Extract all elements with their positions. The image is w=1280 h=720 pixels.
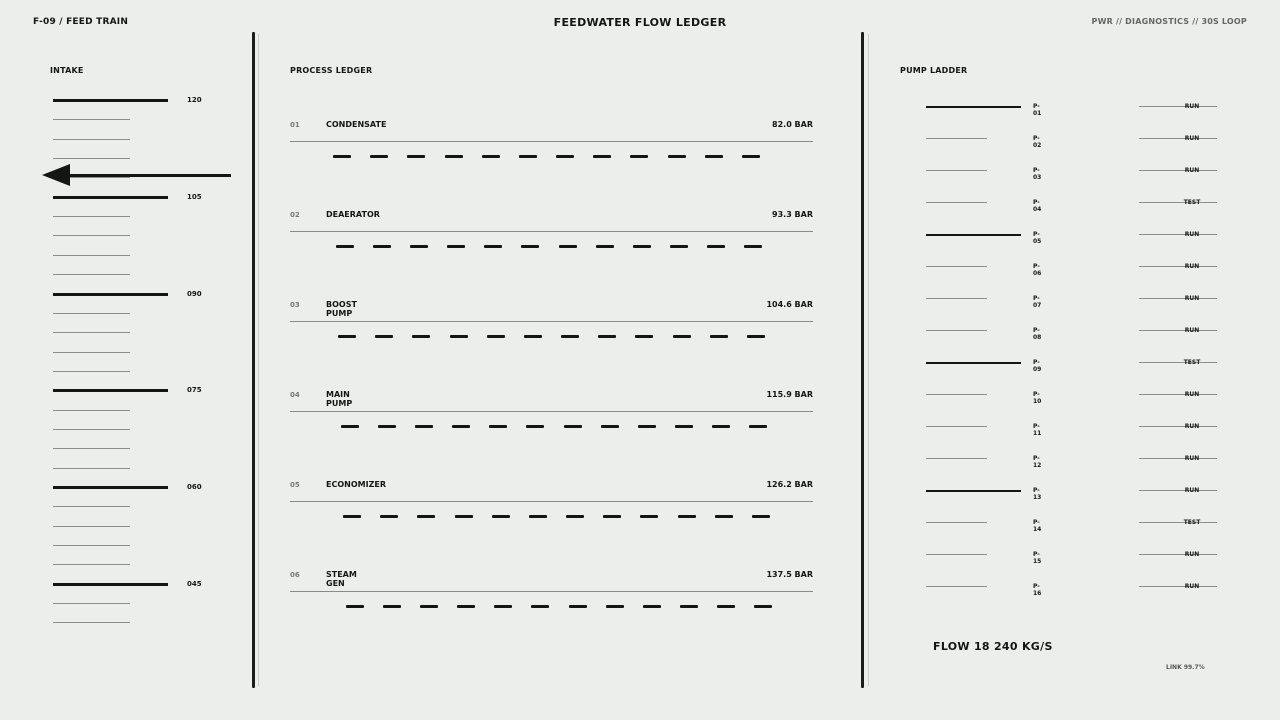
pump-id: P-13 [1033, 487, 1042, 501]
flow-dash [556, 155, 574, 158]
flow-dash [715, 515, 733, 518]
intake-major-tick [53, 389, 168, 392]
flow-dash [417, 515, 435, 518]
flow-dash [484, 245, 502, 248]
flow-dash [561, 335, 579, 338]
intake-minor-tick [53, 216, 130, 217]
intake-tick-label: 120 [187, 96, 202, 104]
link-status: LINK 99.7% [1166, 664, 1205, 671]
ledger-row-name: STEAM GEN [326, 570, 357, 588]
ledger-row-value: 115.9 BAR [766, 390, 813, 399]
intake-tick-label: 075 [187, 386, 202, 395]
flow-dash [747, 335, 765, 338]
flow-dash [383, 605, 401, 608]
flow-dash [336, 245, 354, 248]
intake-minor-tick [53, 158, 130, 159]
ledger-flow-dashes [333, 155, 760, 158]
flow-dash [375, 335, 393, 338]
flow-dash [606, 605, 624, 608]
flow-dash [710, 335, 728, 338]
flow-dash [598, 335, 616, 338]
pump-id: P-05 [1033, 231, 1042, 245]
intake-pointer[interactable] [42, 164, 232, 188]
pump-minor-tick [926, 266, 987, 267]
intake-tick-label: 105 [187, 192, 202, 201]
flow-dash [410, 245, 428, 248]
pump-id: P-06 [1033, 263, 1042, 277]
pump-minor-tick [926, 202, 987, 203]
pump-status: RUN [1184, 487, 1200, 494]
intake-minor-tick [53, 255, 130, 256]
flow-dash [457, 605, 475, 608]
flow-dash [670, 245, 688, 248]
intake-title: INTAKE [50, 66, 84, 75]
flow-dash [519, 155, 537, 158]
flow-dash [333, 155, 351, 158]
flow-dash [705, 155, 723, 158]
flow-dash [338, 335, 356, 338]
page-title: FEEDWATER FLOW LEDGER [553, 16, 727, 29]
intake-major-tick [53, 583, 168, 586]
flow-dash [341, 425, 359, 428]
ledger-row-value: 93.3 BAR [772, 210, 813, 219]
flow-dash [754, 605, 772, 608]
ledger-row-name: DEAERATOR [326, 210, 380, 219]
intake-minor-tick [53, 448, 130, 449]
flow-dash [630, 155, 648, 158]
pump-minor-tick [926, 394, 987, 395]
flow-dash [596, 245, 614, 248]
pump-status: RUN [1184, 295, 1200, 302]
ledger-title: PROCESS LEDGER [290, 66, 373, 75]
ledger-row-index: 02 [290, 211, 300, 219]
unit-label: F-09 / FEED TRAIN [33, 17, 129, 27]
pump-id: P-07 [1033, 295, 1042, 309]
ledger-row-value: 104.6 BAR [766, 300, 813, 309]
flow-dash [675, 425, 693, 428]
ledger-row-rule [290, 321, 813, 322]
intake-minor-tick [53, 545, 130, 546]
ledger-row-rule [290, 591, 813, 592]
intake-tick-label: 060 [187, 483, 202, 491]
ledger-row-index: 01 [290, 121, 300, 129]
flow-dash [529, 515, 547, 518]
flow-dash [749, 425, 767, 428]
ledger-row-rule [290, 231, 813, 232]
pump-status: RUN [1184, 391, 1200, 398]
intake-tick-label: 090 [187, 289, 202, 298]
flow-dash [531, 605, 549, 608]
ledger-flow-dashes [346, 605, 773, 608]
flow-dash [343, 515, 361, 518]
pump-status: RUN [1184, 135, 1200, 142]
flow-dash [487, 335, 505, 338]
intake-minor-tick [53, 429, 130, 430]
flow-dash [412, 335, 430, 338]
ledger-row-name: BOOST PUMP [326, 300, 357, 318]
flow-dash [452, 425, 470, 428]
ledger-row-name: MAIN PUMP [326, 390, 353, 408]
pump-status: RUN [1184, 231, 1200, 238]
pump-status: RUN [1184, 263, 1200, 270]
flow-dash [489, 425, 507, 428]
flow-dash [380, 515, 398, 518]
pump-minor-tick [926, 170, 987, 171]
flow-dash [707, 245, 725, 248]
ledger-row-name: ECONOMIZER [326, 480, 386, 489]
flow-dash [678, 515, 696, 518]
pump-status: RUN [1184, 167, 1200, 174]
flow-dash [415, 425, 433, 428]
flow-dash [482, 155, 500, 158]
flow-dash [455, 515, 473, 518]
flow-dash [524, 335, 542, 338]
flow-dash [569, 605, 587, 608]
intake-minor-tick [53, 235, 130, 236]
flow-dash [601, 425, 619, 428]
flow-dash [752, 515, 770, 518]
ledger-flow-dashes [341, 425, 768, 428]
flow-dash [640, 515, 658, 518]
pump-minor-tick [926, 458, 987, 459]
left-divider-shadow [258, 34, 259, 686]
intake-minor-tick [53, 506, 130, 507]
left-divider [252, 32, 255, 688]
intake-minor-tick [53, 526, 130, 527]
flow-dash [712, 425, 730, 428]
flow-dash [492, 515, 510, 518]
intake-minor-tick [53, 410, 130, 411]
pump-minor-tick [926, 586, 987, 587]
intake-minor-tick [53, 119, 130, 120]
ledger-row-value: 137.5 BAR [766, 570, 813, 579]
pump-id: P-08 [1033, 327, 1042, 341]
ledger-row-index: 04 [290, 391, 300, 399]
intake-minor-tick [53, 371, 130, 372]
flow-dash [635, 335, 653, 338]
flow-dash [668, 155, 686, 158]
system-status: PWR // DIAGNOSTICS // 30S LOOP [1091, 17, 1247, 26]
ledger-flow-dashes [343, 515, 770, 518]
flow-dash [566, 515, 584, 518]
pump-id: P-04 [1033, 199, 1042, 213]
flow-dash [673, 335, 691, 338]
flow-dash [638, 425, 656, 428]
ledger-row-name: CONDENSATE [326, 120, 387, 129]
flow-dash [744, 245, 762, 248]
flow-dash [450, 335, 468, 338]
intake-major-tick [53, 486, 168, 489]
pump-id: P-12 [1033, 455, 1042, 469]
flow-dash [370, 155, 388, 158]
ledger-flow-dashes [338, 335, 765, 338]
flow-dash [643, 605, 661, 608]
ledger-row-rule [290, 501, 813, 502]
flow-dash [346, 605, 364, 608]
flow-dash [559, 245, 577, 248]
pump-major-tick [926, 490, 1021, 492]
pump-status: RUN [1184, 327, 1200, 334]
intake-minor-tick [53, 332, 130, 333]
pump-major-tick [926, 234, 1021, 236]
intake-minor-tick [53, 313, 130, 314]
pump-status: TEST [1183, 199, 1201, 206]
pump-id: P-03 [1033, 167, 1042, 181]
pump-id: P-09 [1033, 359, 1042, 373]
pump-minor-tick [926, 138, 987, 139]
pump-minor-tick [926, 426, 987, 427]
ledger-row-value: 82.0 BAR [772, 120, 813, 129]
flow-dash [603, 515, 621, 518]
pump-status: RUN [1184, 551, 1200, 558]
intake-major-tick [53, 293, 168, 296]
flow-readout: FLOW 18 240 KG/S [933, 640, 1053, 653]
pump-minor-tick [926, 330, 987, 331]
intake-minor-tick [53, 139, 130, 140]
intake-major-tick [53, 196, 168, 199]
intake-minor-tick [53, 274, 130, 275]
pump-id: P-10 [1033, 391, 1042, 405]
pump-status: RUN [1184, 103, 1200, 110]
flow-dash [407, 155, 425, 158]
pump-status: RUN [1184, 583, 1200, 590]
flow-dash [633, 245, 651, 248]
flow-dash [717, 605, 735, 608]
right-divider-shadow [868, 34, 869, 686]
flow-dash [494, 605, 512, 608]
pump-status: RUN [1184, 455, 1200, 462]
pump-id: P-02 [1033, 135, 1042, 149]
flow-dash [680, 605, 698, 608]
pump-id: P-15 [1033, 551, 1042, 565]
intake-minor-tick [53, 468, 130, 469]
flow-dash [445, 155, 463, 158]
pump-id: P-01 [1033, 103, 1042, 117]
pump-status: TEST [1183, 359, 1201, 366]
ledger-row-index: 03 [290, 301, 300, 309]
ledger-row-index: 05 [290, 481, 300, 489]
pump-minor-tick [926, 298, 987, 299]
pump-status: RUN [1184, 423, 1200, 430]
left-arrow-icon [42, 164, 70, 186]
flow-dash [447, 245, 465, 248]
flow-dash [420, 605, 438, 608]
ledger-row-rule [290, 411, 813, 412]
pump-minor-tick [926, 522, 987, 523]
flow-dash [378, 425, 396, 428]
pump-major-tick [926, 362, 1021, 364]
pump-id: P-14 [1033, 519, 1042, 533]
pointer-shaft [68, 174, 231, 177]
flow-dash [526, 425, 544, 428]
pump-id: P-16 [1033, 583, 1042, 597]
ledger-row-rule [290, 141, 813, 142]
pump-ladder-title: PUMP LADDER [900, 66, 968, 75]
flow-dash [564, 425, 582, 428]
pump-minor-tick [926, 554, 987, 555]
flow-dash [373, 245, 391, 248]
ledger-row-index: 06 [290, 571, 300, 579]
intake-minor-tick [53, 603, 130, 604]
pump-status: TEST [1183, 519, 1201, 526]
flow-dash [742, 155, 760, 158]
intake-tick-label: 045 [187, 579, 202, 588]
pump-id: P-11 [1033, 423, 1042, 437]
intake-minor-tick [53, 352, 130, 353]
right-divider [861, 32, 864, 688]
pump-major-tick [926, 106, 1021, 108]
flow-dash [521, 245, 539, 248]
intake-major-tick [53, 99, 168, 102]
ledger-row-value: 126.2 BAR [766, 480, 813, 489]
intake-minor-tick [53, 622, 130, 623]
ledger-flow-dashes [336, 245, 763, 248]
intake-minor-tick [53, 564, 130, 565]
flow-dash [593, 155, 611, 158]
